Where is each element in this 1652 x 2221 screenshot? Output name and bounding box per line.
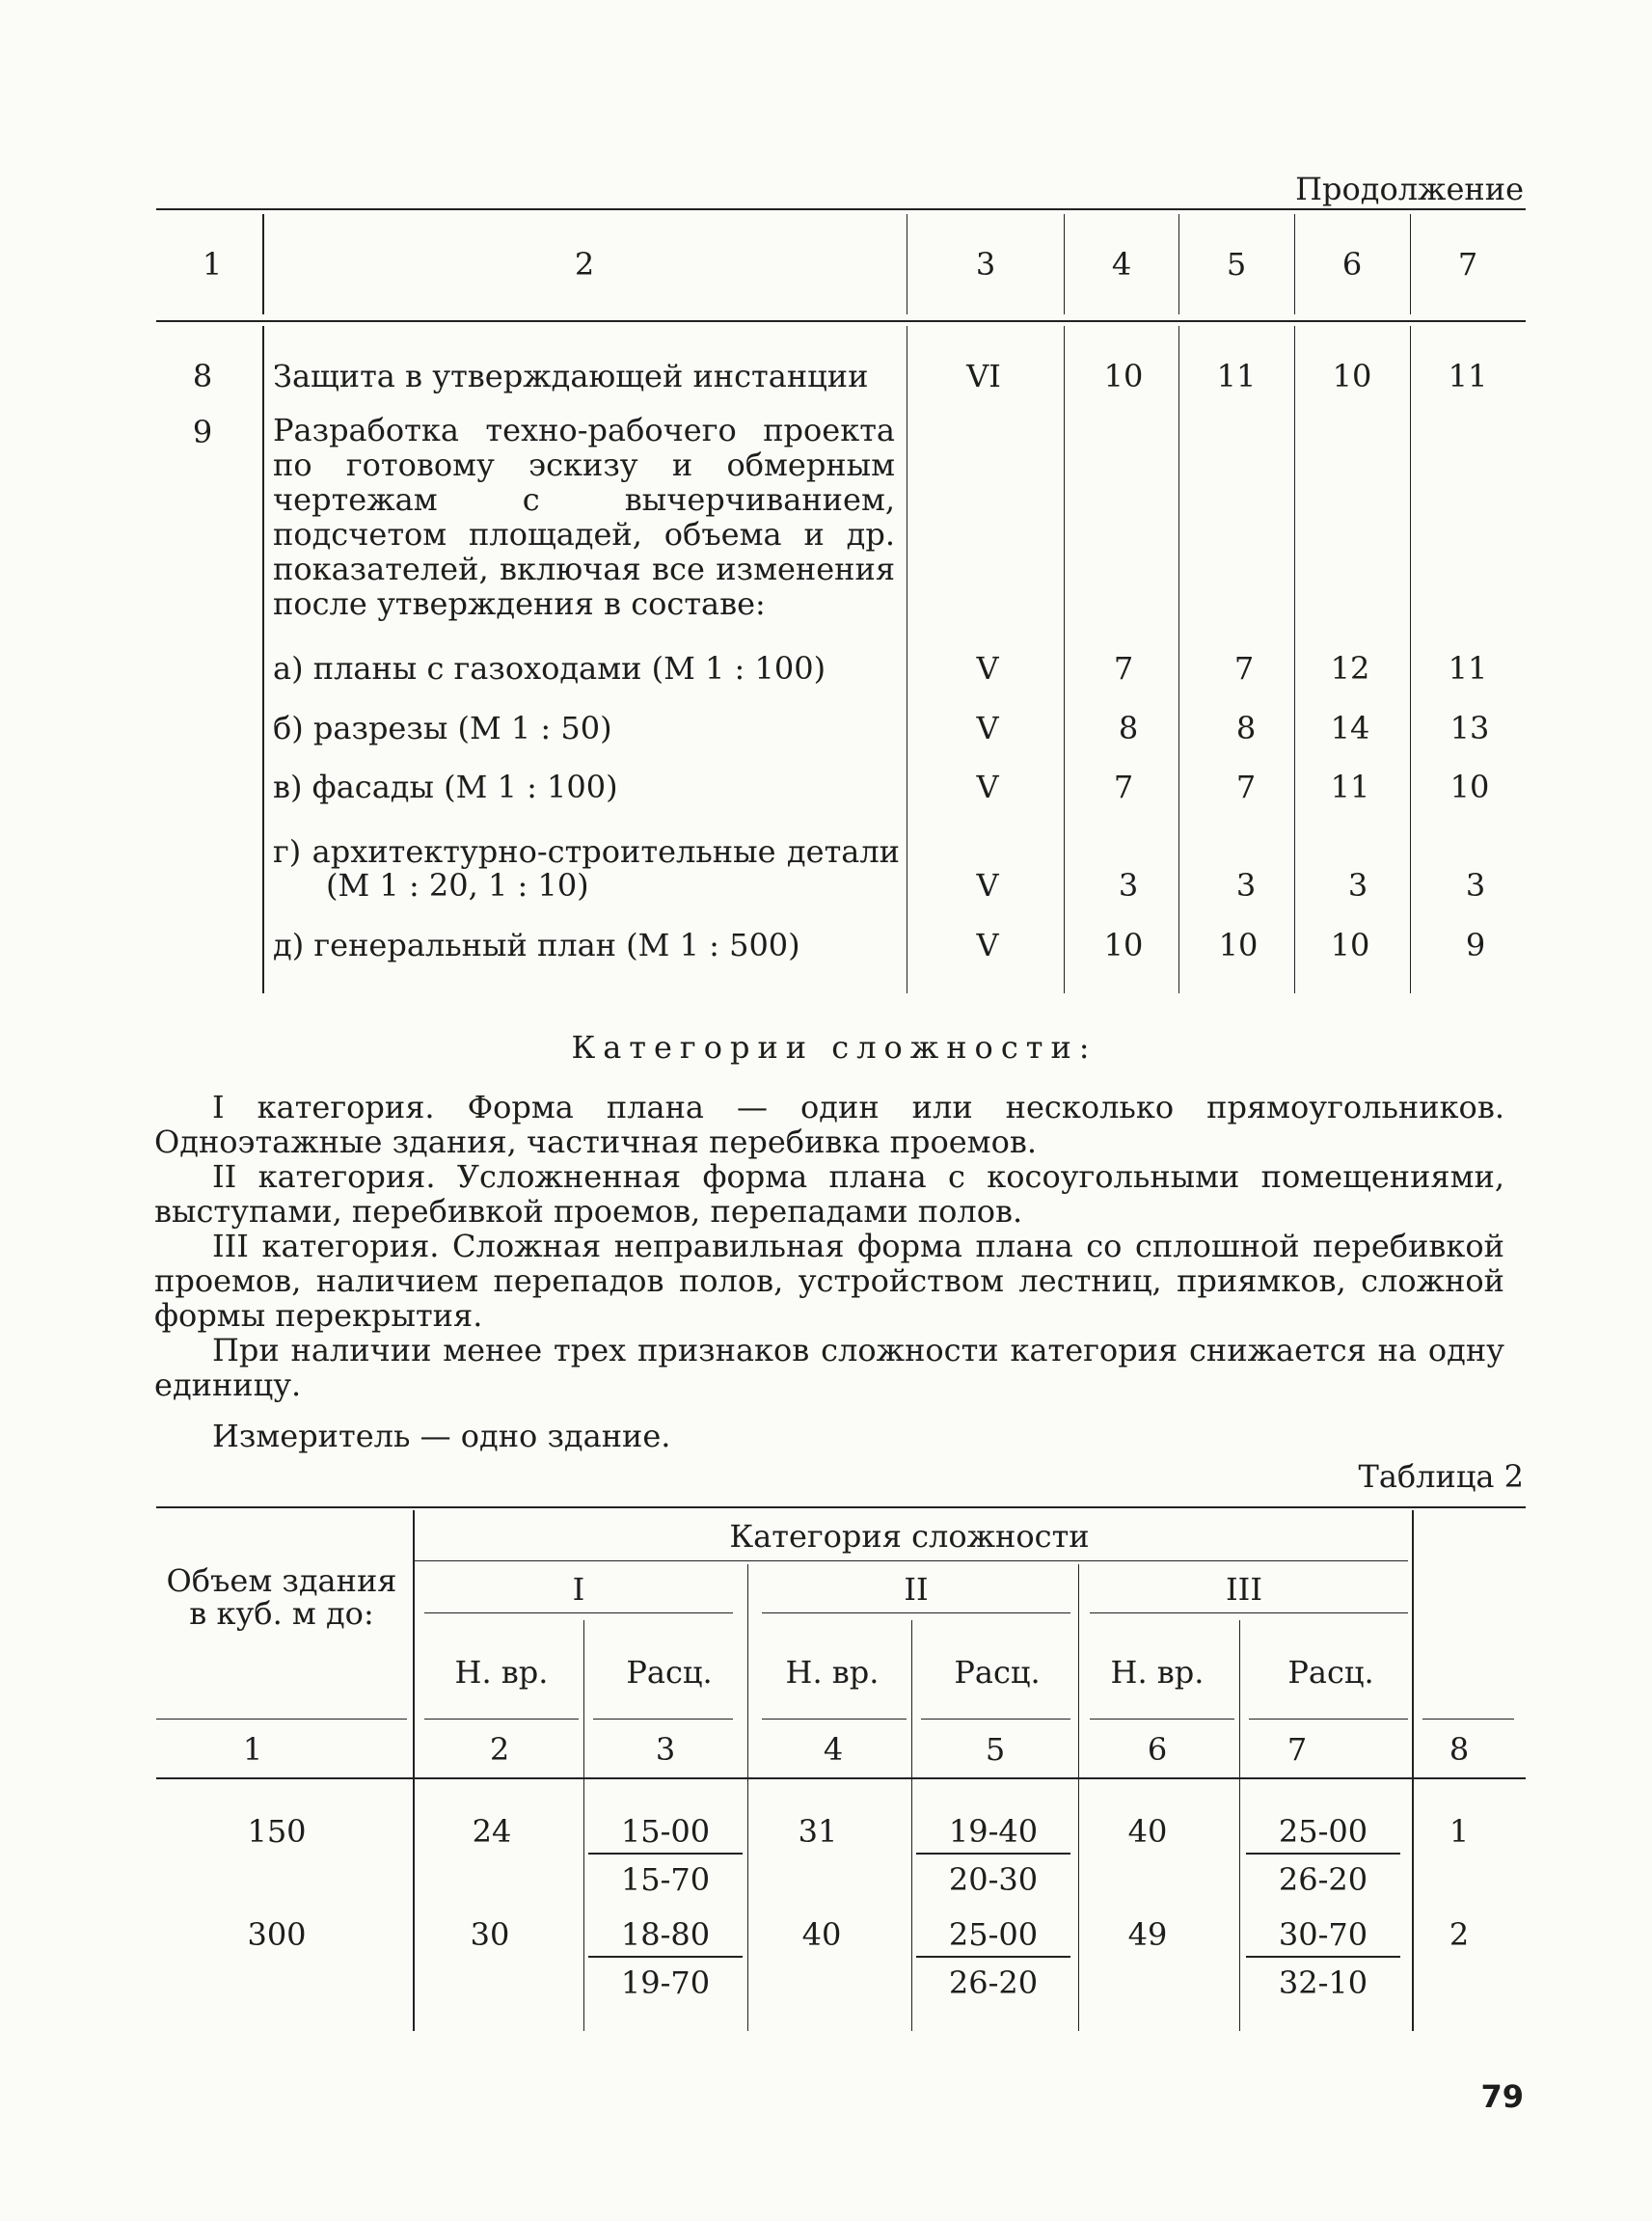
table1-vrule (1178, 214, 1179, 314)
table-cell: 3 (1347, 867, 1368, 904)
table2-vrule (1239, 1620, 1240, 2031)
table1-vrule (262, 214, 264, 314)
table-cell: 9 (1465, 927, 1486, 963)
category-paragraph: При наличии менее трех признаков сложности категория снижается на одну единицу. (154, 1332, 1504, 1403)
rate-fraction (916, 1916, 1070, 2001)
table2-vrule (911, 1620, 912, 2031)
table-cell: 40 (1127, 1813, 1168, 1850)
table2-col-number: 7 (1286, 1731, 1308, 1768)
table-cell: 7 (1233, 650, 1255, 687)
table-cell: V (976, 650, 999, 687)
table1-col-header: 3 (975, 246, 996, 283)
table2-col-number: 8 (1449, 1731, 1470, 1768)
table2-vrule (1412, 1510, 1414, 2031)
table1-col-header: 7 (1457, 246, 1478, 283)
table-cell: 30 (470, 1916, 510, 1953)
table-cell: V (976, 867, 999, 904)
subheader-rasc: Расц. (954, 1654, 1041, 1691)
table2-rule (156, 1719, 407, 1720)
table-cell: 2 (1449, 1916, 1470, 1953)
table2-rule (1090, 1612, 1408, 1613)
table1-col-header: 5 (1226, 246, 1247, 283)
table-cell: 11 (1216, 358, 1257, 394)
table2-rule (1249, 1719, 1408, 1720)
subheader-rasc: Расц. (1287, 1654, 1374, 1691)
rate-fraction (916, 1813, 1070, 1898)
table1-col-header: 2 (574, 246, 595, 283)
table-cell: 49 (1127, 1916, 1168, 1953)
table-cell: 10 (1330, 927, 1370, 963)
table-row-text: (М 1 : 20, 1 : 10) (326, 867, 589, 904)
rate-bottom: 26-20 (1278, 1861, 1368, 1898)
category-header: I (572, 1571, 585, 1608)
table1-vrule (1064, 214, 1065, 314)
table1-top-rule (156, 208, 1526, 210)
table-cell: 10 (1332, 358, 1372, 394)
table-cell: 31 (798, 1813, 838, 1850)
table-cell: 7 (1113, 650, 1134, 687)
continuation-label: Продолжение (1295, 171, 1524, 207)
table1-vrule (1294, 326, 1295, 993)
table2-rule (1422, 1719, 1514, 1720)
table-cell: 8 (1118, 710, 1139, 746)
table2-rule (762, 1719, 907, 1720)
table2-rule (415, 1560, 1408, 1561)
rate-fraction (588, 1916, 743, 2001)
rate-top: 18-80 (588, 1919, 743, 1958)
table-cell: 11 (1448, 358, 1488, 394)
measure-text: Измеритель — одно здание. (212, 1418, 671, 1454)
table2-col-number: 6 (1147, 1731, 1168, 1768)
table2-header-rule (156, 1777, 1526, 1779)
table-cell: 1 (1449, 1813, 1470, 1850)
table-row-text: Разработка техно-рабочего проекта по готовому эскизу и обмерным чертежам с вычерчиванием, подсчетом площадей, объема и др. показателей, включая все изменения после утверждения в составе: (273, 412, 895, 622)
table2-col-number: 3 (655, 1731, 676, 1768)
rate-bottom: 19-70 (620, 1964, 711, 2001)
table-row-number: 8 (192, 358, 213, 394)
volume-header: Объем здания в куб. м до: (166, 1562, 397, 1632)
table-cell: V (976, 710, 999, 746)
table-cell: 7 (1235, 769, 1257, 805)
table-row-text: б) разрезы (М 1 : 50) (273, 710, 612, 746)
rate-top: 19-40 (916, 1816, 1070, 1855)
table2-rule (593, 1719, 733, 1720)
table-cell: 3 (1235, 867, 1257, 904)
rate-top: 15-00 (588, 1816, 743, 1855)
page-number: 79 (1480, 2078, 1524, 2115)
subheader-nvr: Н. вр. (1110, 1654, 1205, 1691)
table1-col-header: 4 (1111, 246, 1132, 283)
table-cell: 8 (1235, 710, 1257, 746)
table-row-number: 9 (192, 414, 213, 450)
table-cell: 10 (1103, 927, 1144, 963)
table-cell: 10 (1218, 927, 1259, 963)
category-paragraph: I категория. Форма плана — один или несколько прямоугольников. Одноэтажные здания, частичная перебивка проемов. (154, 1089, 1504, 1160)
table1-vrule (262, 326, 264, 993)
table1-header-rule (156, 320, 1526, 322)
table-cell: 3 (1118, 867, 1139, 904)
table-cell: V (976, 769, 999, 805)
table1-vrule (1064, 326, 1065, 993)
table2-vrule (413, 1510, 415, 2031)
subheader-nvr: Н. вр. (785, 1654, 880, 1691)
table2-top-rule (156, 1506, 1526, 1508)
rate-bottom: 32-10 (1278, 1964, 1368, 2001)
category-header: II (904, 1571, 929, 1608)
rate-fraction (1246, 1813, 1400, 1898)
table2-rule (1090, 1719, 1234, 1720)
table2-col-number: 1 (242, 1731, 263, 1768)
table-cell: V (976, 927, 999, 963)
section-title: Категории сложности: (571, 1029, 1097, 1066)
table2-col-number: 5 (985, 1731, 1006, 1768)
category-header: III (1226, 1571, 1262, 1608)
table2-vrule (1078, 1564, 1079, 2031)
rate-bottom: 26-20 (948, 1964, 1039, 2001)
rate-bottom: 15-70 (620, 1861, 711, 1898)
table-row-text: д) генеральный план (М 1 : 500) (273, 927, 800, 963)
table2-vrule (747, 1564, 748, 2031)
rate-fraction (1246, 1916, 1400, 2001)
table-cell: 14 (1330, 710, 1370, 746)
subheader-rasc: Расц. (626, 1654, 713, 1691)
subheader-nvr: Н. вр. (454, 1654, 549, 1691)
table1-col-header: 6 (1341, 246, 1363, 283)
rate-top: 25-00 (916, 1919, 1070, 1958)
table-cell: 11 (1330, 769, 1370, 805)
rate-fraction (588, 1813, 743, 1898)
table-cell-volume: 150 (247, 1813, 307, 1850)
table1-vrule (1410, 326, 1411, 993)
table-row-text: г) архитектурно-строительные детали (273, 833, 900, 870)
table1-vrule (1178, 326, 1179, 993)
category-paragraph: II категория. Усложненная форма плана с косоугольными помещениями, выступами, перебивкой проемов, перепадами полов. (154, 1158, 1504, 1230)
table-cell: 10 (1103, 358, 1144, 394)
table1-col-header: 1 (202, 246, 223, 283)
table1-vrule (1294, 214, 1295, 314)
table2-col-number: 4 (823, 1731, 844, 1768)
table2-rule (424, 1612, 733, 1613)
category-paragraph: III категория. Сложная неправильная форма плана со сплошной перебивкой проемов, наличием перепадов полов, устройством лестниц, приямков, сложной формы перекрытия. (154, 1228, 1504, 1334)
table2-label: Таблица 2 (1358, 1458, 1524, 1495)
table-cell: 3 (1465, 867, 1486, 904)
table-row-text: а) планы с газоходами (М 1 : 100) (273, 650, 826, 687)
table1-vrule (1410, 214, 1411, 314)
table-cell: VI (966, 358, 1001, 394)
table-row-text: в) фасады (М 1 : 100) (273, 769, 618, 805)
table-cell-volume: 300 (247, 1916, 307, 1953)
table-cell: 40 (801, 1916, 842, 1953)
table-cell: 7 (1113, 769, 1134, 805)
rate-bottom: 20-30 (948, 1861, 1039, 1898)
table-cell: 13 (1449, 710, 1490, 746)
table2-rule (762, 1612, 1070, 1613)
rate-top: 30-70 (1246, 1919, 1400, 1958)
table2-vrule (583, 1620, 584, 2031)
table-cell: 11 (1448, 650, 1488, 687)
group-header: Категория сложности (729, 1518, 1090, 1555)
table-cell: 12 (1330, 650, 1370, 687)
table-cell: 10 (1449, 769, 1490, 805)
table2-rule (921, 1719, 1070, 1720)
table-cell: 24 (472, 1813, 512, 1850)
table2-rule (424, 1719, 579, 1720)
rate-top: 25-00 (1246, 1816, 1400, 1855)
table-row-text: Защита в утверждающей инстанции (273, 358, 869, 394)
table2-col-number: 2 (489, 1731, 510, 1768)
